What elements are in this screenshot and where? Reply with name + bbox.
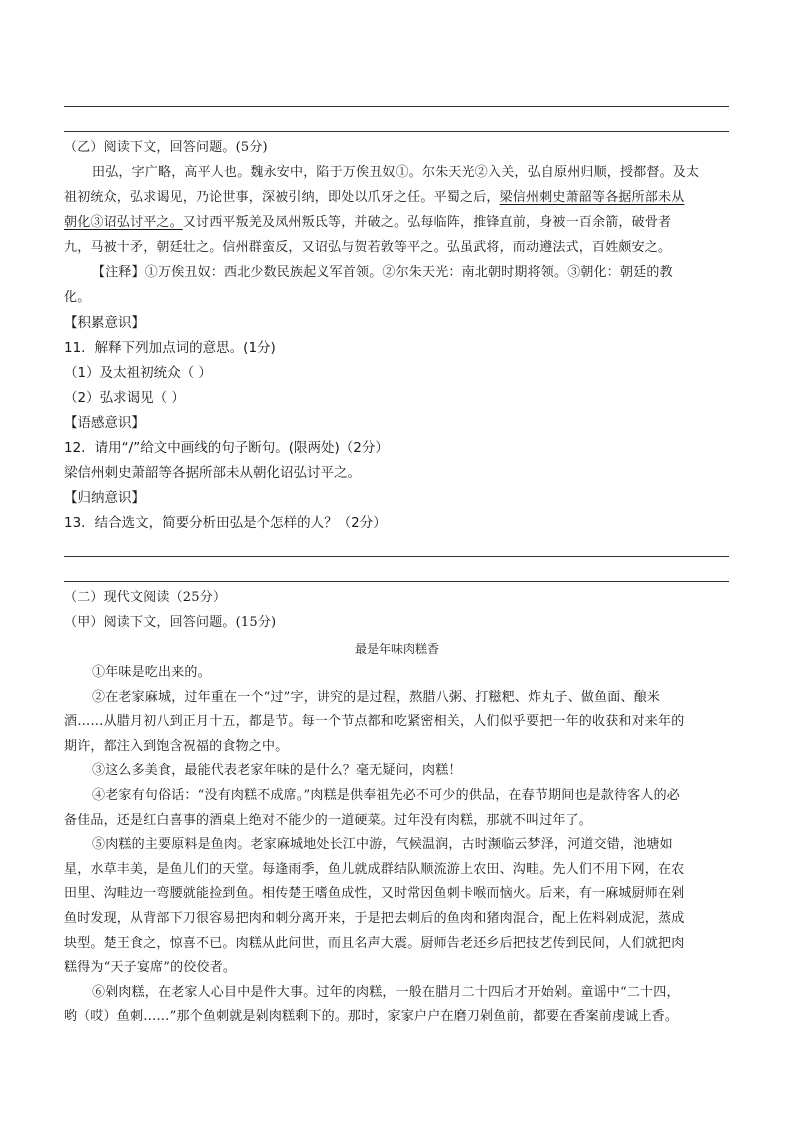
article-line: ⑤肉糕的主要原料是鱼肉。老家麻城地处长江中游，气候温润，古时濒临云梦泽，河道交错，池塘如 — [92, 837, 673, 853]
article-line: 备佳品，还是红白喜事的酒桌上绝对不能少的一道硬菜。过年没有肉糕，那就不叫过年了。 — [64, 812, 593, 828]
article-title: 最是年味肉糕香 — [354, 642, 439, 656]
question-item: （1）及太祖初统众（ ） — [64, 365, 212, 381]
question-item: （2）弘求谒见（ ） — [64, 390, 185, 406]
section-tag: 【语感意识】 — [64, 415, 145, 431]
article-line: ④老家有句俗话：“没有肉糕不成席。”肉糕是供奉祖先必不可少的供品，在春节期间也是款待客人的必 — [92, 788, 680, 803]
article-line: ②在老家麻城，过年重在一个“过”字，讲究的是过程，熬腊八粥、打糍粑、炸丸子、做鱼面、酿米 — [92, 689, 661, 705]
article-line: 哟（哎）鱼刺……”那个鱼刺就是剁肉糕剩下的。那时，家家户户在磨刀剁鱼前，都要在香案前虔诚上香。 — [64, 1009, 679, 1025]
article-line: 糕得为“天子宴席”的佼佼者。 — [64, 960, 237, 976]
article-line: 鱼时发现，从背部下刀很容易把肉和刺分离开来，于是把去刺后的鱼肉和猪肉混合，配上佐料剁成泥，蒸成 — [64, 911, 685, 926]
annotation-note: 【注释】①万俟丑奴：西北少数民族起义军首领。②尔朱天光：南北朝时期将领。③朝化：朝廷的教 — [92, 265, 673, 280]
divider — [64, 556, 729, 557]
article-line: ③这么多美食，最能代表老家年味的是什么？毫无疑问，肉糕！ — [92, 763, 462, 779]
article-line: 期许，都注入到饱含祝福的食物之中。 — [64, 738, 289, 754]
question: 13．结合选文，简要分析田弘是个怎样的人？（2分） — [64, 515, 387, 531]
article-line: ①年味是吃出来的。 — [92, 665, 211, 680]
section-heading: （二）现代文阅读（25分） — [64, 590, 227, 605]
article-line: 块型。楚王食之，惊喜不已。肉糕从此问世，而且名声大震。厨师告老还乡后把技艺传到民间，人们就把肉 — [64, 935, 685, 951]
divider — [64, 581, 729, 582]
passage-line: 田弘，字广略，高平人也。魏永安中，陷于万俟丑奴①。尔朱天光②入关，弘自原州归顺，授都督。及太 — [92, 165, 700, 180]
passage-line: 九，马被十矛，朝廷壮之。信州群蛮反，又诏弘与贺若敦等平之。弘虽武将，而动遵法式，百姓颇安之。 — [64, 240, 672, 255]
question: 12．请用“/”给文中画线的句子断句。(限两处)（2分） — [64, 440, 389, 456]
question-sentence: 梁信州刺史萧韶等各据所部未从朝化诏弘讨平之。 — [64, 465, 361, 481]
passage-text: 祖初统众，弘求谒见，乃论世事，深被引纳，即处以爪牙之任。平蜀之后， — [64, 190, 500, 205]
article-line: 酒……从腊月初八到正月十五，都是节。每一个节点都和吃紧密相关，人们似乎要把一年的收获和对来年的 — [64, 714, 685, 730]
section-subheading: （甲）阅读下文，回答问题。(15分) — [64, 615, 277, 630]
section-heading: （乙）阅读下文，回答问题。(5分) — [64, 140, 268, 155]
passage-text: 又讨西平叛羌及凤州叛氐等，并破之。弘每临阵，推锋直前，身被一百余箭，破骨者 — [182, 215, 672, 230]
divider — [64, 106, 729, 107]
underlined-sentence: 梁信州刺史萧韶等各据所部未从 — [499, 190, 685, 205]
section-tag: 【积累意识】 — [64, 315, 145, 331]
article-line: ⑥剁肉糕，在老家人心目中是件大事。过年的肉糕，一般在腊月二十四后才开始剁。童谣中“二十四， — [92, 984, 680, 1000]
section-tag: 【归纳意识】 — [64, 490, 145, 506]
question: 11．解释下列加点词的意思。(1分) — [64, 340, 276, 356]
underlined-sentence: 朝化③诏弘讨平之。 — [64, 215, 183, 230]
passage-line — [64, 213, 730, 233]
annotation-note: 化。 — [64, 290, 91, 305]
article-line: 田里、沟畦边一弯腰就能捡到鱼。相传楚王嗜鱼成性，又时常因鱼刺卡喉而恼火。后来，有一麻城厨师在剁 — [64, 886, 685, 902]
divider — [64, 131, 729, 132]
passage-line — [64, 188, 730, 208]
article-line: 星，水草丰美，是鱼儿们的天堂。每逢雨季，鱼儿就成群结队顺流游上农田、沟畦。先人们不用下网，在农 — [64, 861, 685, 877]
